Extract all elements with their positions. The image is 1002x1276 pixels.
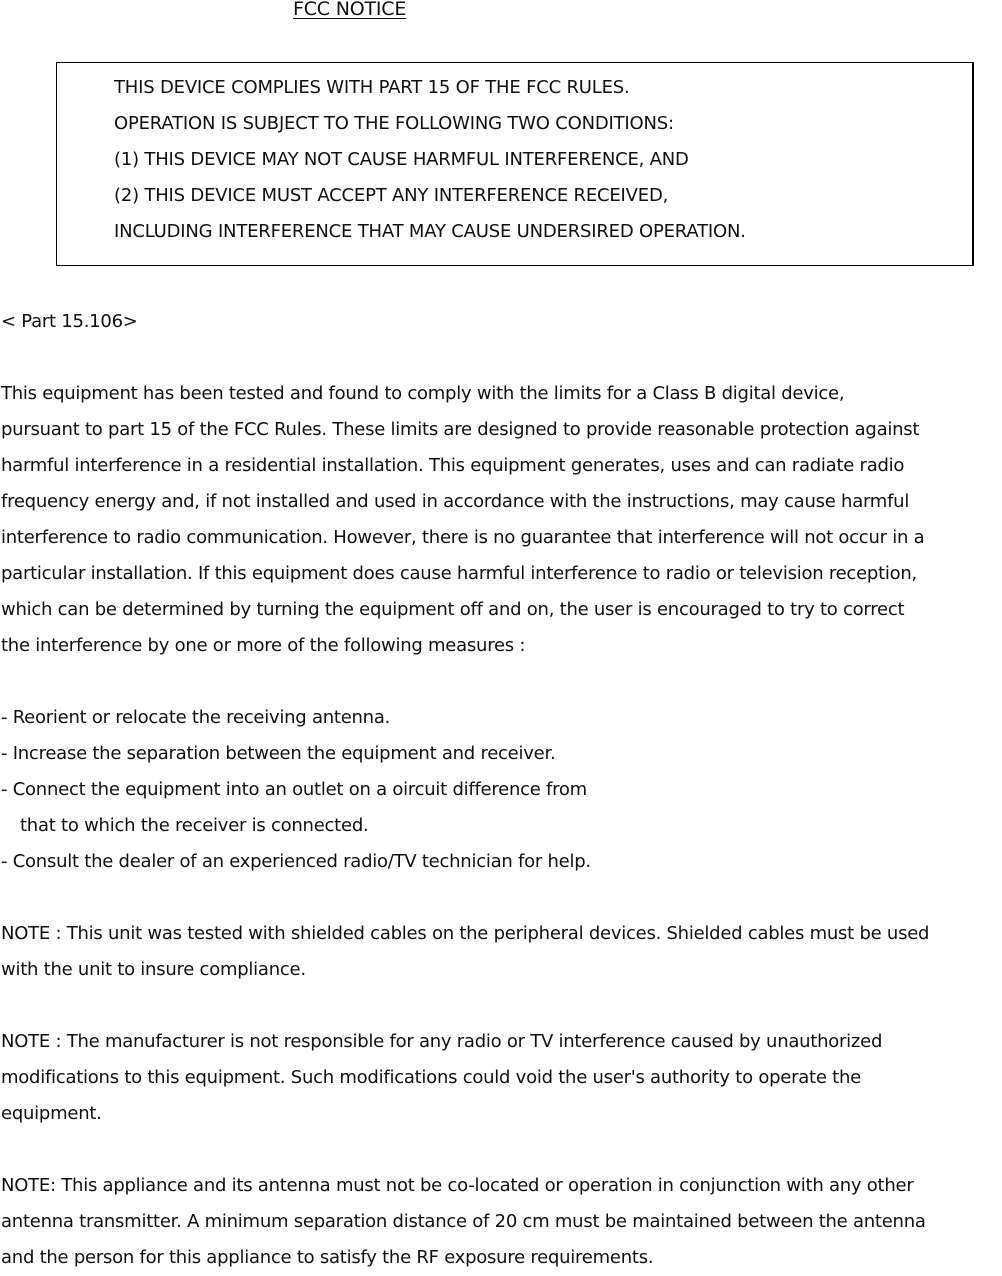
statement-line: interference to radio communication. However, there is no guarantee that interference will not occur in a (1, 527, 925, 548)
note-line: equipment. (1, 1103, 102, 1124)
note-line: modifications to this equipment. Such modifications could void the user's authority to operate the (1, 1067, 861, 1088)
compliance-line: OPERATION IS SUBJECT TO THE FOLLOWING TWO CONDITIONS: (114, 113, 674, 134)
page-title: FCC NOTICE (293, 0, 407, 20)
compliance-line: (1) THIS DEVICE MAY NOT CAUSE HARMFUL INTERFERENCE, AND (114, 149, 689, 170)
note-line: NOTE: This appliance and its antenna must not be co-located or operation in conjunction with any other (1, 1175, 914, 1196)
note-line: antenna transmitter. A minimum separation distance of 20 cm must be maintained between the antenna (1, 1211, 926, 1232)
statement-line: harmful interference in a residential installation. This equipment generates, uses and can radiate radio (1, 455, 905, 476)
statement-line: which can be determined by turning the equipment off and on, the user is encouraged to try to correct (1, 599, 905, 620)
compliance-line: (2) THIS DEVICE MUST ACCEPT ANY INTERFERENCE RECEIVED, (114, 185, 669, 206)
list-item: - Increase the separation between the equipment and receiver. (1, 743, 556, 764)
note-shielded-cables (1, 916, 929, 988)
list-item: - Reorient or relocate the receiving antenna. (1, 707, 391, 728)
note-manufacturer (1, 1024, 882, 1132)
note-line: and the person for this appliance to satisfy the RF exposure requirements. (1, 1247, 654, 1268)
statement-line: This equipment has been tested and found to comply with the limits for a Class B digital device, (1, 383, 845, 404)
note-line: NOTE : The manufacturer is not responsible for any radio or TV interference caused by unauthorized (1, 1031, 883, 1052)
list-item: - Connect the equipment into an outlet on a oircuit difference from (1, 779, 587, 800)
list-item: - Consult the dealer of an experienced radio/TV technician for help. (1, 851, 591, 872)
list-item-continuation: that to which the receiver is connected. (20, 815, 369, 836)
statement-line: frequency energy and, if not installed and used in accordance with the instructions, may cause harmful (1, 491, 910, 512)
section-label-block (1, 304, 138, 340)
statement-line: particular installation. If this equipment does cause harmful interference to radio or television reception, (1, 563, 918, 584)
compliance-line: THIS DEVICE COMPLIES WITH PART 15 OF THE FCC RULES. (114, 77, 630, 98)
measures-list (1, 700, 591, 880)
note-line: with the unit to insure compliance. (1, 959, 306, 980)
section-label: < Part 15.106> (1, 311, 138, 332)
compliance-statement (114, 70, 746, 250)
statement-line: pursuant to part 15 of the FCC Rules. These limits are designed to provide reasonable protection against (1, 419, 920, 440)
note-rf-exposure (1, 1168, 926, 1276)
fcc-compliance-box (56, 62, 974, 266)
statement-paragraph (1, 376, 924, 664)
compliance-line: INCLUDING INTERFERENCE THAT MAY CAUSE UNDERSIRED OPERATION. (114, 221, 746, 242)
statement-line: the interference by one or more of the following measures : (1, 635, 526, 656)
note-line: NOTE : This unit was tested with shielded cables on the peripheral devices. Shielded cables must be used (1, 923, 930, 944)
